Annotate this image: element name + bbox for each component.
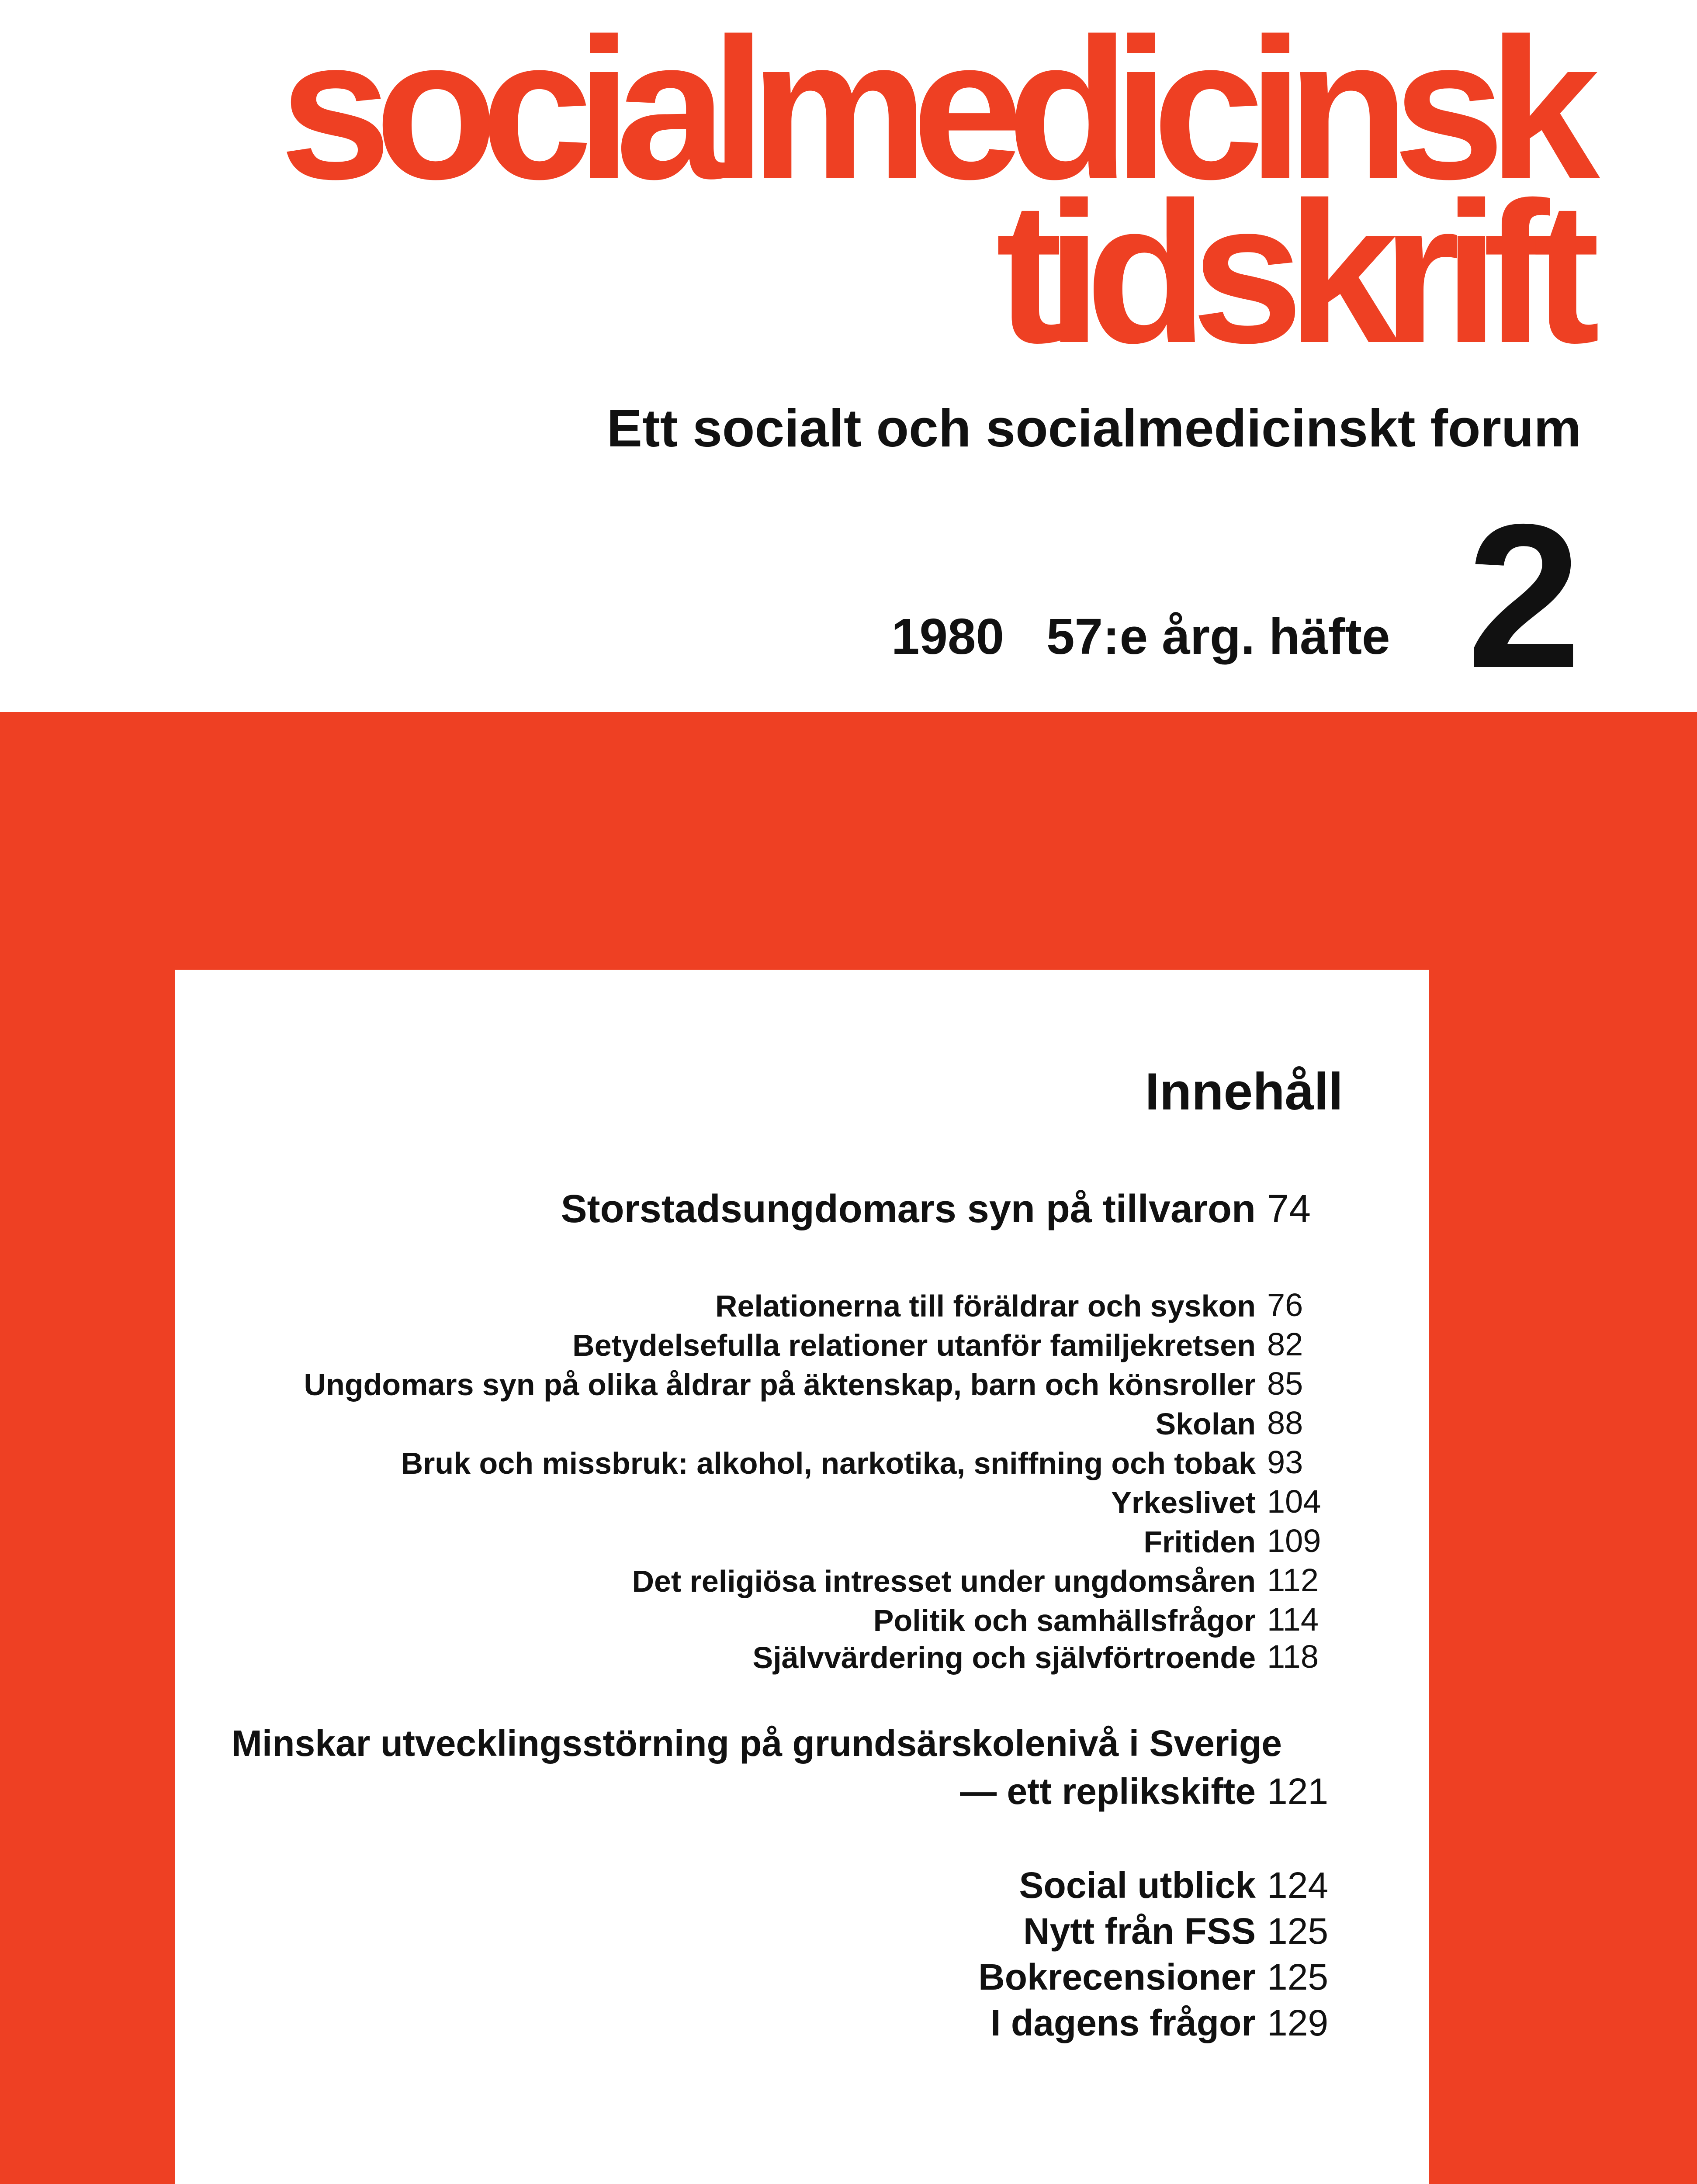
toc-entry[interactable] xyxy=(0,1909,1697,1952)
issue-volume: 57:e årg. häfte xyxy=(1046,608,1390,665)
toc-entry-page: 109 xyxy=(1267,1523,1321,1559)
toc-entry-title: Minskar utvecklingsstörning på grundsärskolenivå i Sverige xyxy=(231,1723,1282,1764)
toc-entry-page: 114 xyxy=(1267,1601,1319,1638)
issue-year: 1980 xyxy=(891,608,1004,665)
toc-entry[interactable] xyxy=(0,1476,1697,1520)
toc-entry[interactable] xyxy=(0,1955,1697,1998)
toc-entry[interactable] xyxy=(0,1188,1697,1232)
toc-entry-title: Relationerna till föräldrar och syskon xyxy=(715,1289,1256,1323)
toc-entry-title: Betydelsefulla relationer utanför familjekretsen xyxy=(572,1328,1256,1362)
toc-entry[interactable] xyxy=(0,1437,1697,1481)
toc-entry-title: Fritiden xyxy=(1143,1525,1256,1559)
toc-entry-page: 76 xyxy=(1267,1287,1303,1323)
toc-entry[interactable] xyxy=(0,1863,1697,1907)
masthead-title-line2: tidskrift xyxy=(996,161,1583,385)
toc-entry-title: Det religiösa intresset under ungdomsåren xyxy=(632,1564,1256,1598)
toc-entry[interactable] xyxy=(0,1280,1697,1324)
toc-entry-title: Storstadsungdomars syn på tillvaron xyxy=(561,1187,1256,1231)
toc-entry-title: I dagens frågor xyxy=(990,2002,1256,2043)
toc-entry[interactable] xyxy=(0,1631,1697,1675)
masthead-subtitle: Ett socialt och socialmedicinskt forum xyxy=(606,398,1581,458)
toc-entry[interactable] xyxy=(0,1516,1697,1559)
toc-entry[interactable] xyxy=(0,1721,1697,1765)
toc-entry-title: Skolan xyxy=(1155,1407,1256,1441)
toc-entry-page: 125 xyxy=(1267,1956,1329,1997)
toc-entry[interactable] xyxy=(0,1398,1697,1441)
toc-entry-page: 125 xyxy=(1267,1911,1329,1952)
toc-entry-title: Självvärdering och självförtroende xyxy=(752,1641,1256,1675)
toc-entry[interactable] xyxy=(0,1555,1697,1599)
toc-entry[interactable] xyxy=(0,2001,1697,2044)
toc-entry-title: Social utblick xyxy=(1019,1865,1256,1906)
toc-entry-page: 88 xyxy=(1267,1405,1303,1441)
toc-entry[interactable] xyxy=(0,1319,1697,1363)
toc-entry-page: 129 xyxy=(1267,2002,1329,2043)
toc-entry-page: 112 xyxy=(1267,1562,1319,1598)
toc-entry-title: — ett replikskifte xyxy=(960,1771,1256,1812)
toc-entry-page: 121 xyxy=(1267,1771,1329,1812)
contents-heading: Innehåll xyxy=(1145,1062,1343,1121)
toc-entry[interactable] xyxy=(0,1358,1697,1402)
toc-entry-title: Bruk och missbruk: alkohol, narkotika, sniffning och tobak xyxy=(401,1446,1256,1480)
toc-entry-page: 118 xyxy=(1267,1638,1319,1675)
toc-entry-page: 124 xyxy=(1267,1865,1329,1906)
masthead-title-line1: socialmedicinsk xyxy=(280,0,1583,221)
toc-entry-title: Bokrecensioner xyxy=(978,1956,1256,1997)
toc-entry-title: Ungdomars syn på olika åldrar på äktenskap, barn och könsroller xyxy=(304,1368,1256,1402)
toc-entry-page: 82 xyxy=(1267,1326,1303,1362)
issue-number: 2 xyxy=(1467,481,1581,711)
toc-entry[interactable] xyxy=(0,1769,1697,1813)
toc-entry-page: 104 xyxy=(1267,1483,1321,1520)
toc-entry-page: 93 xyxy=(1267,1444,1303,1480)
toc-entry-page: 74 xyxy=(1267,1187,1311,1231)
toc-entry-page: 85 xyxy=(1267,1365,1303,1402)
toc-entry-title: Politik och samhällsfrågor xyxy=(873,1603,1256,1638)
toc-entry-title: Nytt från FSS xyxy=(1023,1911,1256,1952)
toc-entry-title: Yrkeslivet xyxy=(1111,1486,1256,1520)
